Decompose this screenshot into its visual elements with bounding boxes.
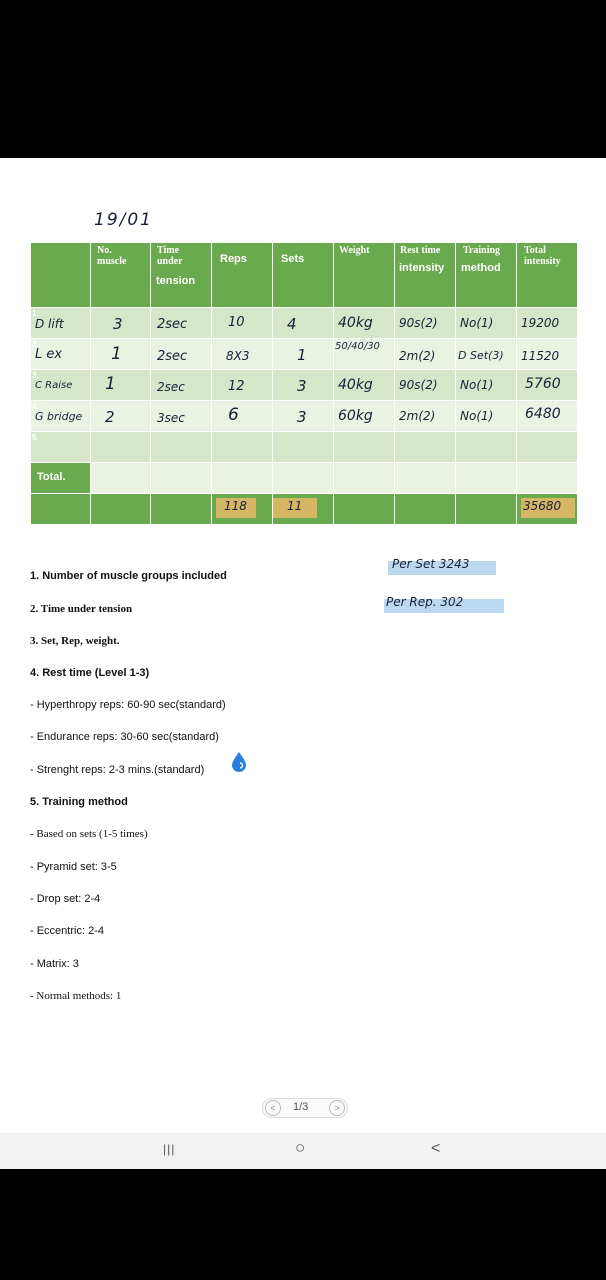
date-handwritten: 19/01 xyxy=(94,210,153,230)
note-item: - Strenght reps: 2-3 mins.(standard) xyxy=(30,764,205,776)
total-label: Total. xyxy=(37,471,66,483)
note-item: 4. Rest time (Level 1-3) xyxy=(30,667,150,679)
page-number: 1/3 xyxy=(293,1101,309,1113)
header-no-muscle: No. muscle xyxy=(91,243,151,308)
note-item: 2. Time under tension xyxy=(30,603,133,615)
next-page-button[interactable]: > xyxy=(329,1100,345,1116)
note-item: - Matrix: 3 xyxy=(30,958,79,970)
document-page xyxy=(0,158,606,1133)
header-corner xyxy=(31,243,91,308)
system-navigation-bar xyxy=(0,1133,606,1169)
note-item: - Normal methods: 1 xyxy=(30,990,122,1002)
note-item: 1. Number of muscle groups included xyxy=(30,570,227,582)
note-item: - Based on sets (1-5 times) xyxy=(30,828,148,840)
note-item: - Drop set: 2-4 xyxy=(30,893,101,905)
workout-table xyxy=(30,242,578,525)
per-set-annotation: Per Set 3243 xyxy=(392,557,470,571)
table-row: 2. L ex 1 2sec 8X3 1 50/40/30 2m(2) D Set(3) 11520 xyxy=(31,339,578,370)
back-button[interactable]: < xyxy=(431,1140,441,1157)
prev-page-button[interactable]: < xyxy=(265,1100,281,1116)
note-item: - Endurance reps: 30-60 sec(standard) xyxy=(30,731,219,743)
header-sets: Sets xyxy=(273,243,334,308)
table-header-row xyxy=(31,243,578,308)
sets-total: 11 xyxy=(287,499,303,513)
table-row: 3. C Raise 1 2sec 12 3 40kg 90s(2) No(1) 5760 xyxy=(31,370,578,401)
grand-total: 35680 xyxy=(523,499,562,513)
home-button[interactable]: ○ xyxy=(295,1138,306,1157)
reps-total: 118 xyxy=(224,499,247,513)
header-total-intensity: Total intensity xyxy=(517,243,578,308)
header-reps: Reps xyxy=(212,243,273,308)
table-total-row xyxy=(31,463,578,494)
table-row: 1. D lift 3 2sec 10 4 40kg 90s(2) No(1) 19200 xyxy=(31,308,578,339)
note-item: 3. Set, Rep, weight. xyxy=(30,635,120,647)
table-totals-values-row xyxy=(31,494,578,525)
note-item: - Eccentric: 2-4 xyxy=(30,925,104,937)
header-rest-time: Rest time intensity xyxy=(395,243,456,308)
table-row: 5. xyxy=(31,432,578,463)
per-rep-annotation: Per Rep. 302 xyxy=(386,595,464,609)
page-indicator xyxy=(262,1098,348,1118)
note-item: 5. Training method xyxy=(30,796,128,808)
header-training-method: Training method xyxy=(456,243,517,308)
table-row: 4. G bridge 2 3sec 6 3 60kg 2m(2) No(1) 6480 xyxy=(31,401,578,432)
header-weight: Weight xyxy=(334,243,395,308)
note-item: - Pyramid set: 3-5 xyxy=(30,861,117,873)
recents-button[interactable]: ||| xyxy=(163,1142,176,1156)
header-time-under-tension: Time under tension xyxy=(151,243,212,308)
water-drop-icon xyxy=(231,752,247,772)
note-item: - Hyperthropy reps: 60-90 sec(standard) xyxy=(30,699,226,711)
